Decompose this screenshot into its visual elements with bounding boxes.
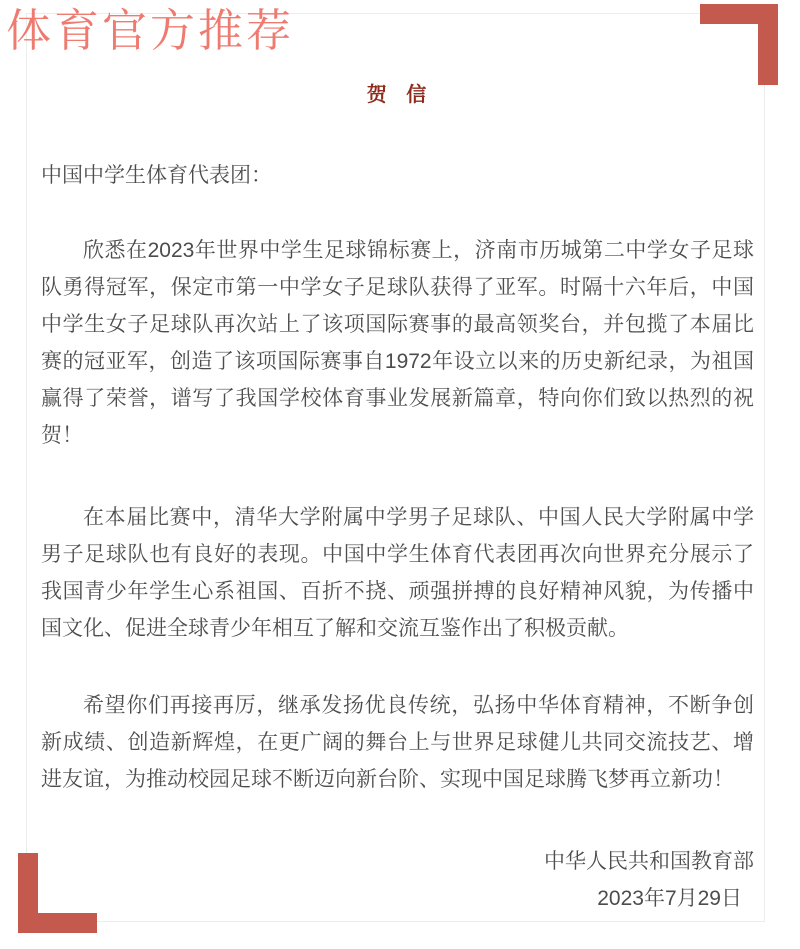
letter-paragraph: 在本届比赛中，清华大学附属中学男子足球队、中国人民大学附属中学男子足球队也有良好的表现。中国中学生体育代表团再次向世界充分展示了我国青少年学生心系祖国、百折不挠、顽强拼搏的良好精神风貌，为传播中国文化、促进全球青少年相互了解和交流互鉴作出了积极贡献。 <box>41 506 754 640</box>
watermark-text: 体育官方推荐 <box>6 6 295 56</box>
corner-decoration-top-right <box>700 4 778 85</box>
signature-date: 2023年7月29日 <box>597 887 742 910</box>
corner-decoration-bottom-left <box>18 853 97 933</box>
letter-paragraph: 欣悉在2023年世界中学生足球锦标赛上，济南市历城第二中学女子足球队勇得冠军，保定市第一中学女子足球队获得了亚军。时隔十六年后，中国中学生女子足球队再次站上了该项国际赛事的最高领奖台，并包揽了本届比赛的冠亚军，创造了该项国际赛事自1972年设立以来的历史新纪录，为祖国赢得了荣誉，谱写了我国学校体育事业发展新篇章，特向你们致以热烈的祝贺！ <box>41 239 754 447</box>
signature-block <box>41 843 754 917</box>
letter-title: 贺 信 <box>366 84 429 106</box>
letter-salutation: 中国中学生体育代表团： <box>41 164 272 187</box>
letter-paragraph: 希望你们再接再厉，继承发扬优良传统，弘扬中华体育精神，不断争创新成绩、创造新辉煌，在更广阔的舞台上与世界足球健儿共同交流技艺、增进友谊，为推动校园足球不断迈向新台阶、实现中国足球腾飞梦再立新功！ <box>41 694 754 791</box>
letter-card <box>26 13 765 922</box>
signature-org: 中华人民共和国教育部 <box>544 850 754 873</box>
